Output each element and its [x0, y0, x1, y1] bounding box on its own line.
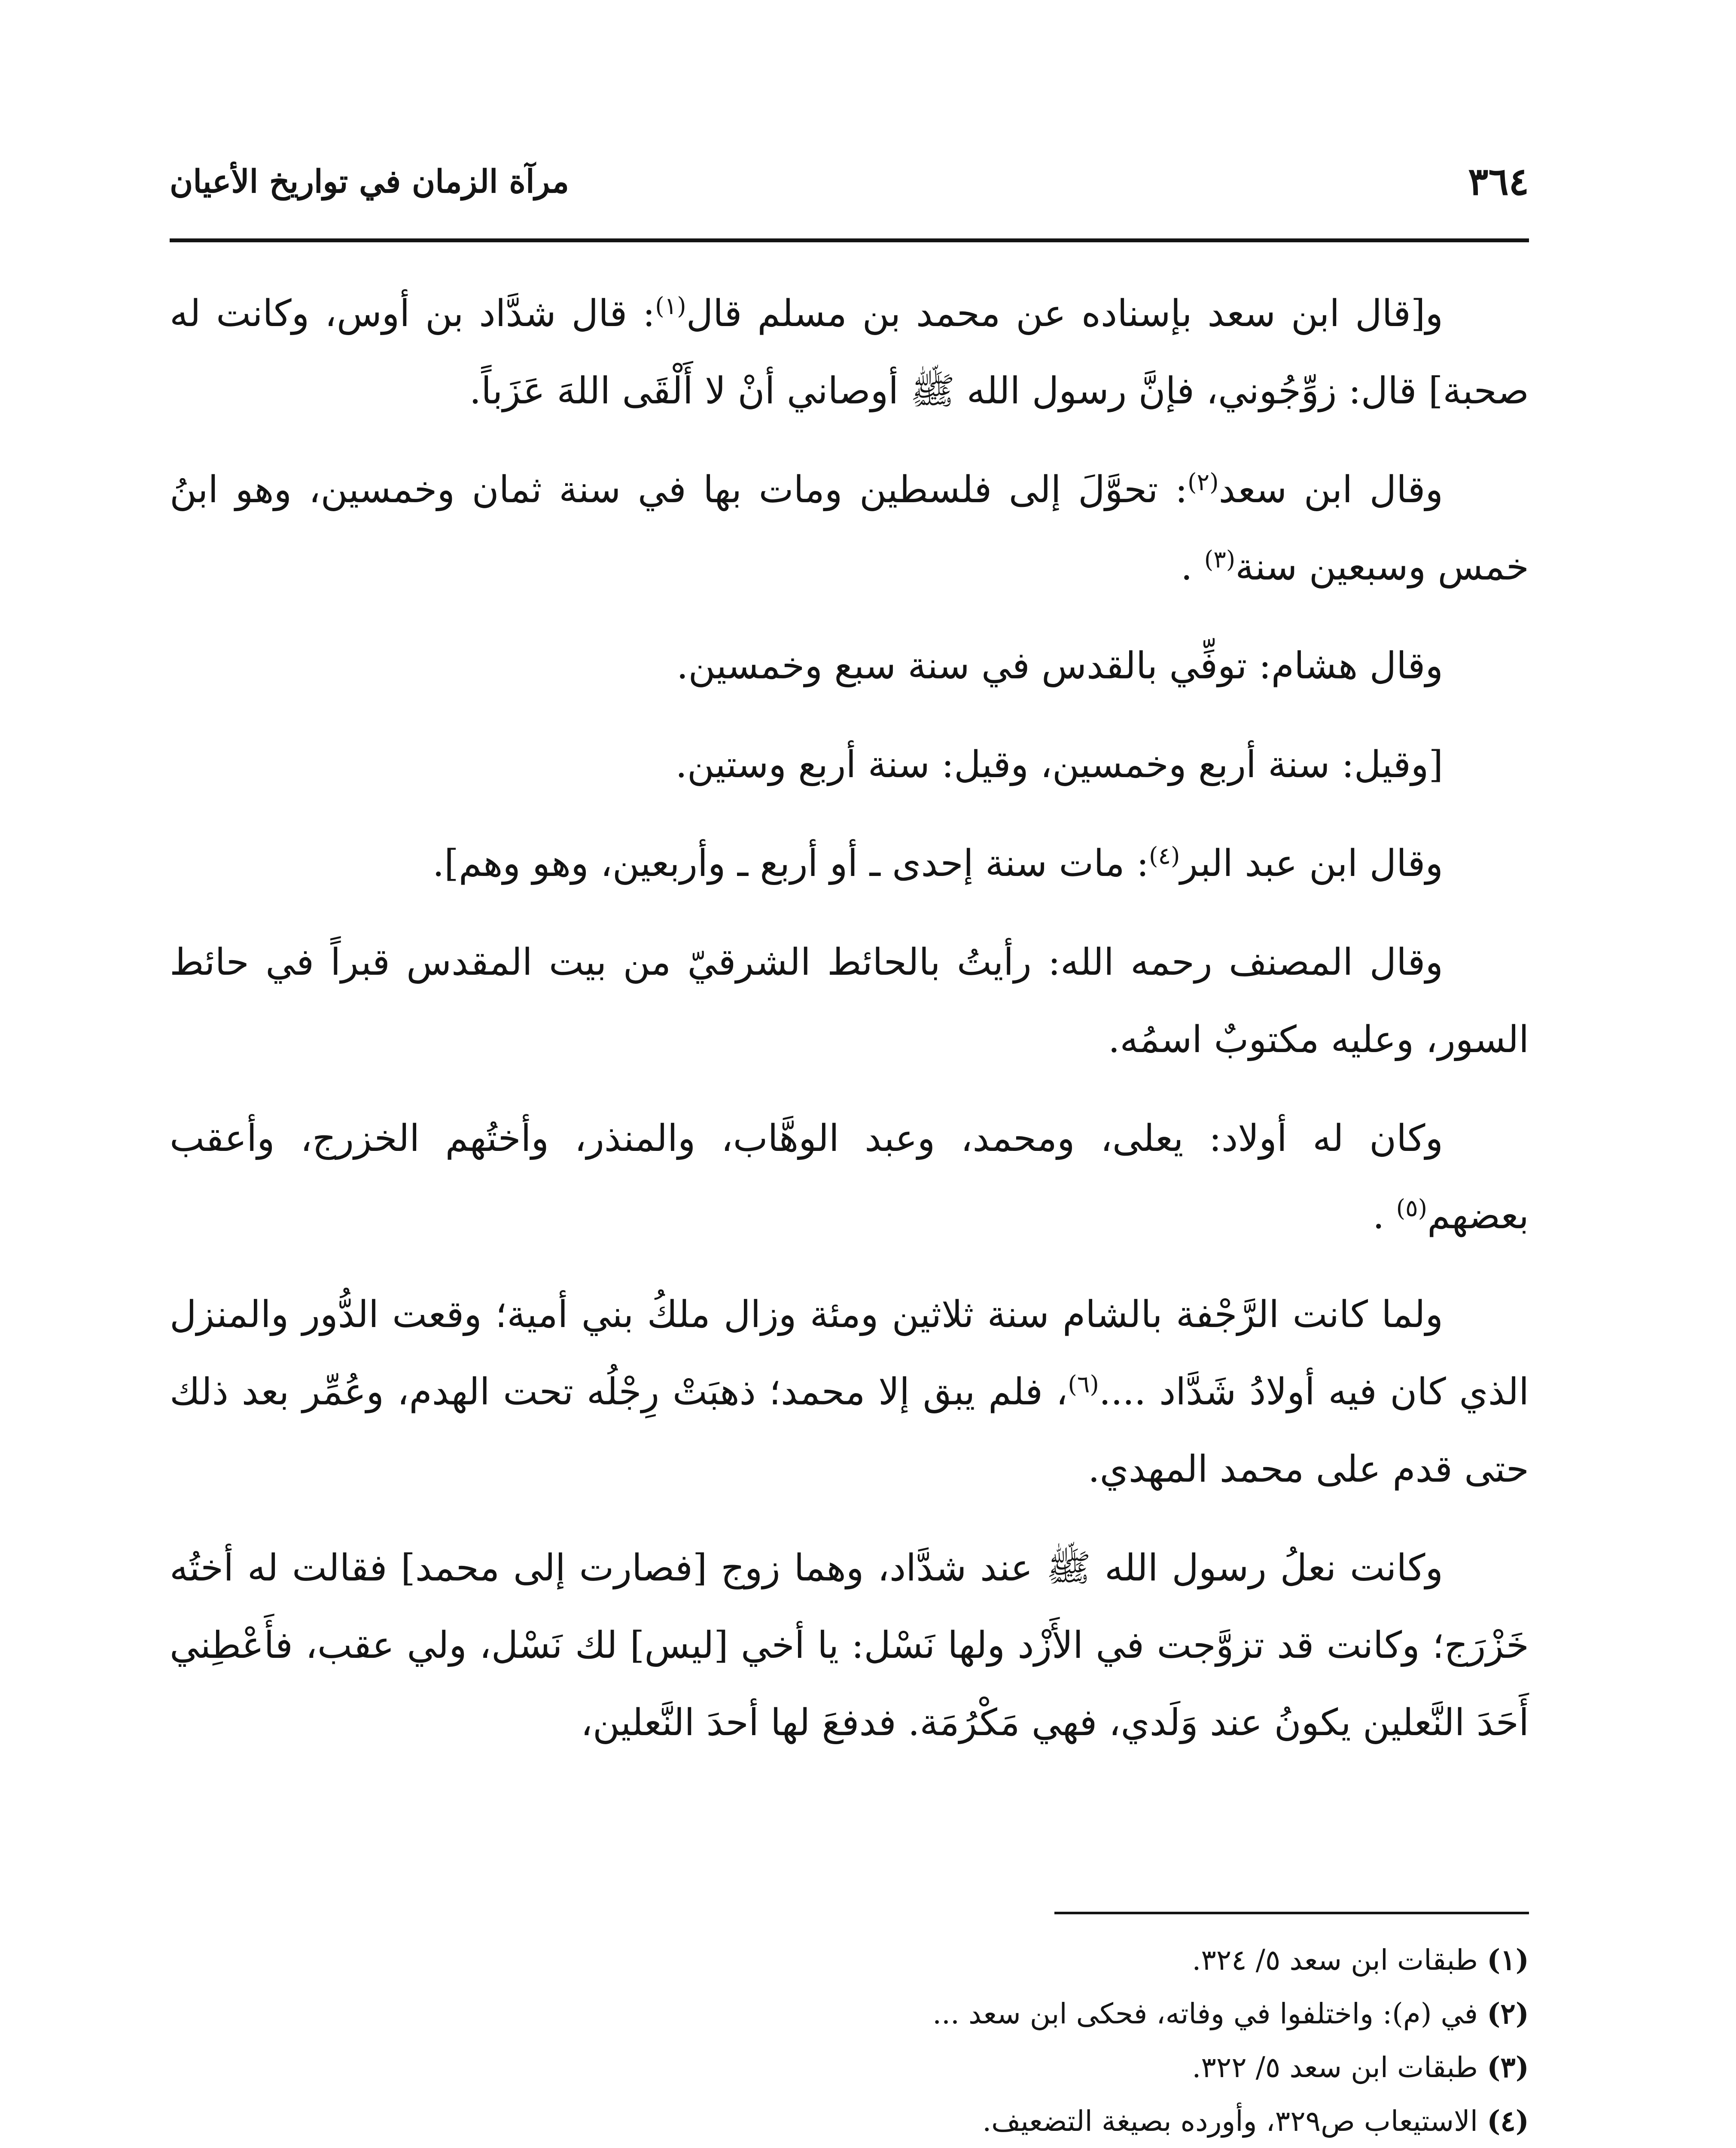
- page-number: ٣٦٤: [1468, 159, 1529, 204]
- footnotes: [170, 1933, 1529, 2148]
- footnote-rule: [1054, 1912, 1529, 1914]
- footnote-1: (١) طبقات ابن سعد ٥/ ٣٢٤.: [1192, 1943, 1529, 1977]
- paragraph-2: وقال ابن سعد$^{(٢)}$: تحوَّلَ إلى فلسطين ومات بها في سنة ثمان وخمسين، وهو ابنُ خمس وسبعين سنة$^{(٣)}$ .: [170, 468, 1529, 589]
- header-rule: [170, 238, 1529, 242]
- book-title: مرآة الزمان في تواريخ الأعيان: [170, 163, 569, 200]
- paragraph-7: وكان له أولاد: يعلى، ومحمد، وعبد الوهَّاب، والمنذر، وأختُهم الخزرج، وأعقب بعضهم$^{(٥)}$ .: [170, 1117, 1529, 1237]
- footnote-ref-3[interactable]: (٣): [1204, 546, 1236, 573]
- footnote-ref-5[interactable]: (٥): [1396, 1194, 1428, 1222]
- footnote-3: (٣) طبقات ابن سعد ٥/ ٣٢٢.: [1192, 2050, 1529, 2084]
- paragraph-3: وقال هشام: توفِّي بالقدس في سنة سبع وخمسين.: [676, 644, 1443, 687]
- footnote-4: (٤) الاستيعاب ص٣٢٩، وأورده بصيغة التضعيف.: [982, 2104, 1529, 2138]
- footnote-2: (٢) في (م): واختلفوا في وفاته، فحكى ابن سعد ...: [932, 1997, 1529, 2030]
- page-header: [170, 155, 1529, 219]
- footnote-ref-4[interactable]: (٤): [1148, 842, 1180, 870]
- footnote-ref-2[interactable]: (٢): [1188, 468, 1219, 496]
- paragraph-9: وكانت نعلُ رسول الله ﷺ عند شدَّاد، وهما زوج [فصارت إلى محمد] فقالت له أختُه خَزْرَج؛ وكانت قد تزوَّجت في الأَزْد ولها نَسْل: يا أخي [ليس] لك نَسْل، ولي عقب، فأَعْطِني أَحَدَ النَّعلين يكونُ عند وَلَدي، فهي مَكْرُمَة. فدفعَ لها أحدَ النَّعلين،: [170, 1547, 1529, 1744]
- paragraph-4: [وقيل: سنة أربع وخمسين، وقيل: سنة أربع وستين.: [675, 743, 1443, 786]
- paragraph-5: وقال ابن عبد البر$^{(٤)}$: مات سنة إحدى ـ أو أربع ـ وأربعين، وهو وهم].: [432, 842, 1443, 885]
- paragraph-6: وقال المصنف رحمه الله: رأيتُ بالحائط الشرقيّ من بيت المقدس قبراً في حائط السور، وعليه مكتوبٌ اسمُه.: [170, 941, 1529, 1061]
- body-text: [170, 275, 1529, 1783]
- footnote-ref-1[interactable]: (١): [655, 292, 686, 320]
- footnote-ref-6[interactable]: (٦): [1068, 1370, 1099, 1398]
- paragraph-8: ولما كانت الرَّجْفة بالشام سنة ثلاثين ومئة وزال ملكُ بني أمية؛ وقعت الدُّور والمنزل الذي كان فيه أولادُ شَدَّاد ....$^{(٦)}$، فلم يبق إلا محمد؛ ذهبَتْ رِجْلُه تحت الهدم، وعُمِّر بعد ذلك حتى قدم على محمد المهدي.: [170, 1293, 1529, 1491]
- paragraph-1: و[قال ابن سعد بإسناده عن محمد بن مسلم قال$^{(١)}$: قال شدَّاد بن أوس، وكانت له صحبة] قال: زوِّجُوني، فإنَّ رسول الله ﷺ أوصاني أنْ لا أَلْقَى اللهَ عَزَباً.: [170, 292, 1529, 412]
